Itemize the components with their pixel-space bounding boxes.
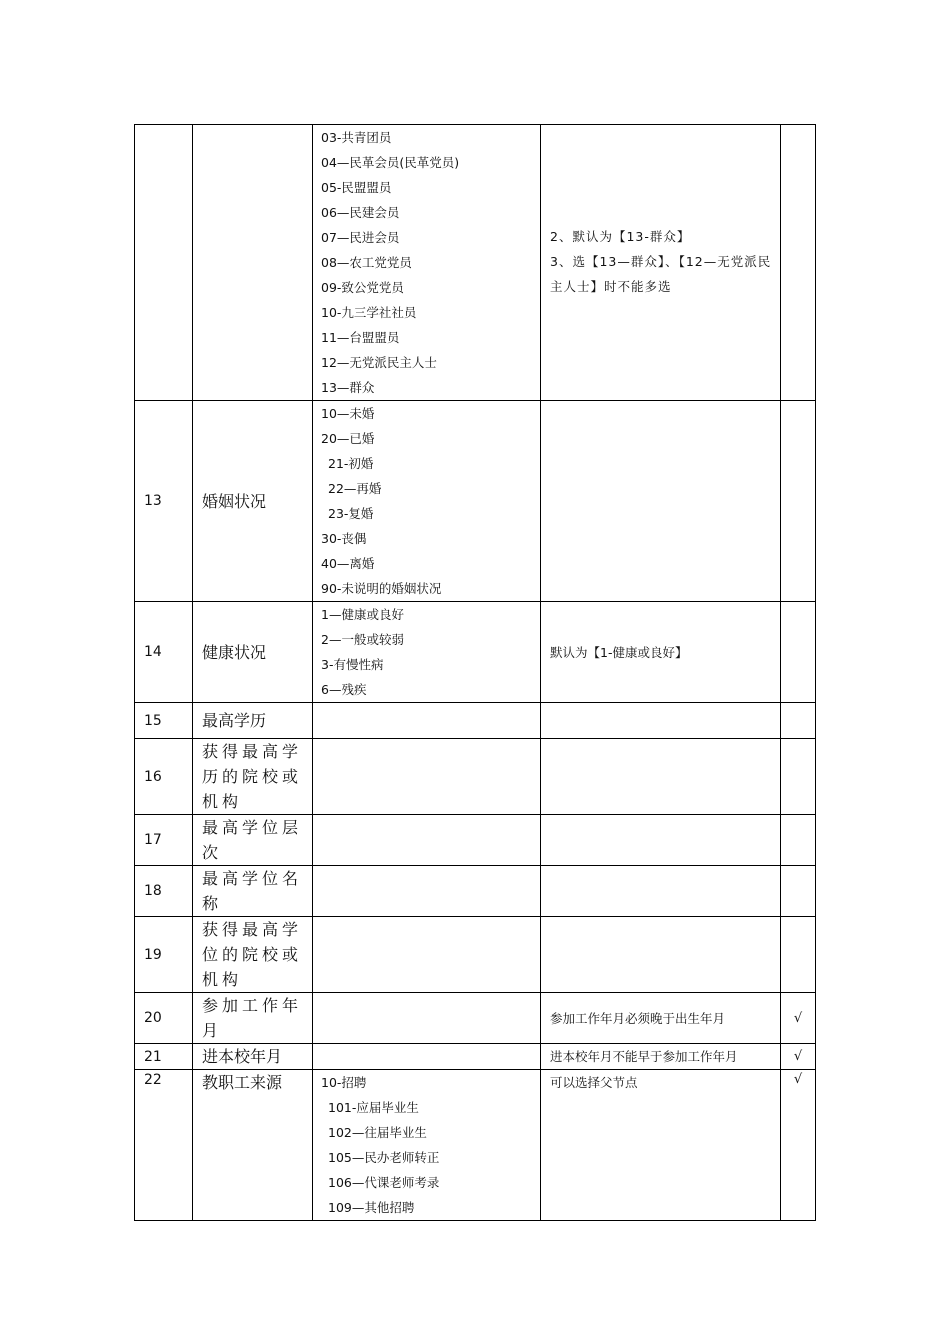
option-item: 106—代课老师考录: [328, 1175, 440, 1190]
required-check: √: [781, 993, 816, 1044]
option-item: 20—已婚: [321, 431, 375, 446]
required-check: [781, 739, 816, 815]
field-name: 参加工作年月: [193, 993, 313, 1044]
option-item: 05-民盟盟员: [321, 180, 392, 195]
option-item: 40—离婚: [321, 556, 375, 571]
field-note: 进本校年月不能早于参加工作年月: [541, 1044, 781, 1070]
table-row: [135, 401, 816, 602]
table-row: [135, 1044, 816, 1070]
option-item: 102—往届毕业生: [328, 1125, 427, 1140]
option-item: 13—群众: [321, 380, 375, 395]
option-item: 22—再婚: [328, 481, 382, 496]
field-name: 教职工来源: [193, 1070, 313, 1221]
required-check: √: [781, 1070, 816, 1221]
option-list: [313, 125, 541, 401]
option-list: [313, 703, 541, 739]
option-list: [313, 993, 541, 1044]
required-check: [781, 703, 816, 739]
row-number: 19: [135, 917, 193, 993]
required-check: √: [781, 1044, 816, 1070]
table-row: [135, 739, 816, 815]
field-name: 最高学历: [193, 703, 313, 739]
option-item: 21-初婚: [328, 456, 374, 471]
field-note: 默认为【1-健康或良好】: [541, 602, 781, 703]
option-item: 109—其他招聘: [328, 1200, 415, 1215]
option-list: [313, 739, 541, 815]
required-check: [781, 866, 816, 917]
field-note: [541, 815, 781, 866]
option-list: [313, 602, 541, 703]
option-list: [313, 815, 541, 866]
field-note: [541, 401, 781, 602]
option-list: [313, 1070, 541, 1221]
option-item: 07—民进会员: [321, 230, 400, 245]
required-check: [781, 125, 816, 401]
field-note: [541, 703, 781, 739]
option-list: [313, 866, 541, 917]
option-item: 3-有慢性病: [321, 657, 384, 672]
row-number: 21: [135, 1044, 193, 1070]
option-item: 2—一般或较弱: [321, 632, 404, 647]
option-item: 105—民办老师转正: [328, 1150, 440, 1165]
field-note: [541, 866, 781, 917]
row-number: 17: [135, 815, 193, 866]
row-number: 20: [135, 993, 193, 1044]
option-item: 1—健康或良好: [321, 607, 404, 622]
row-number: 14: [135, 602, 193, 703]
option-list: [313, 1044, 541, 1070]
row-number: 22: [135, 1070, 193, 1221]
table-row: [135, 602, 816, 703]
field-note: 可以选择父节点: [541, 1070, 781, 1221]
table-row: [135, 866, 816, 917]
option-item: 10-招聘: [321, 1075, 367, 1090]
option-item: 10—未婚: [321, 406, 375, 421]
option-item: 08—农工党党员: [321, 255, 412, 270]
field-name: 最高学位层次: [193, 815, 313, 866]
field-name: 获得最高学历的院校或机构: [193, 739, 313, 815]
option-list: [313, 917, 541, 993]
field-name: [193, 125, 313, 401]
option-item: 10-九三学社社员: [321, 305, 417, 320]
required-check: [781, 401, 816, 602]
field-note: 参加工作年月必须晚于出生年月: [541, 993, 781, 1044]
option-item: 11—台盟盟员: [321, 330, 400, 345]
table-row: [135, 125, 816, 401]
required-check: [781, 602, 816, 703]
option-item: 23-复婚: [328, 506, 374, 521]
field-name: 健康状况: [193, 602, 313, 703]
field-spec-table: [134, 124, 816, 1221]
table-row: [135, 1070, 816, 1221]
option-item: 09-致公党党员: [321, 280, 404, 295]
table-row: [135, 993, 816, 1044]
row-number: 15: [135, 703, 193, 739]
note-line: 3、选【13—群众】、【12—无党派民主人士】时不能多选: [550, 254, 772, 294]
field-note: [541, 125, 781, 401]
row-number: 18: [135, 866, 193, 917]
option-item: 12—无党派民主人士: [321, 355, 437, 370]
option-item: 6—残疾: [321, 682, 367, 697]
table-row: [135, 815, 816, 866]
option-item: 03-共青团员: [321, 130, 392, 145]
field-name: 获得最高学位的院校或机构: [193, 917, 313, 993]
row-number: 16: [135, 739, 193, 815]
field-name: 进本校年月: [193, 1044, 313, 1070]
field-note: [541, 917, 781, 993]
required-check: [781, 917, 816, 993]
table-row: [135, 917, 816, 993]
option-list: [313, 401, 541, 602]
option-item: 04—民革会员(民革党员): [321, 155, 460, 170]
option-item: 06—民建会员: [321, 205, 400, 220]
option-item: 101-应届毕业生: [328, 1100, 419, 1115]
row-number: 13: [135, 401, 193, 602]
field-name: 最高学位名称: [193, 866, 313, 917]
note-line: 2、默认为【13-群众】: [550, 229, 691, 244]
required-check: [781, 815, 816, 866]
field-note: [541, 739, 781, 815]
field-name: 婚姻状况: [193, 401, 313, 602]
table-row: [135, 703, 816, 739]
row-number: [135, 125, 193, 401]
option-item: 30-丧偶: [321, 531, 367, 546]
option-item: 90-未说明的婚姻状况: [321, 581, 442, 596]
